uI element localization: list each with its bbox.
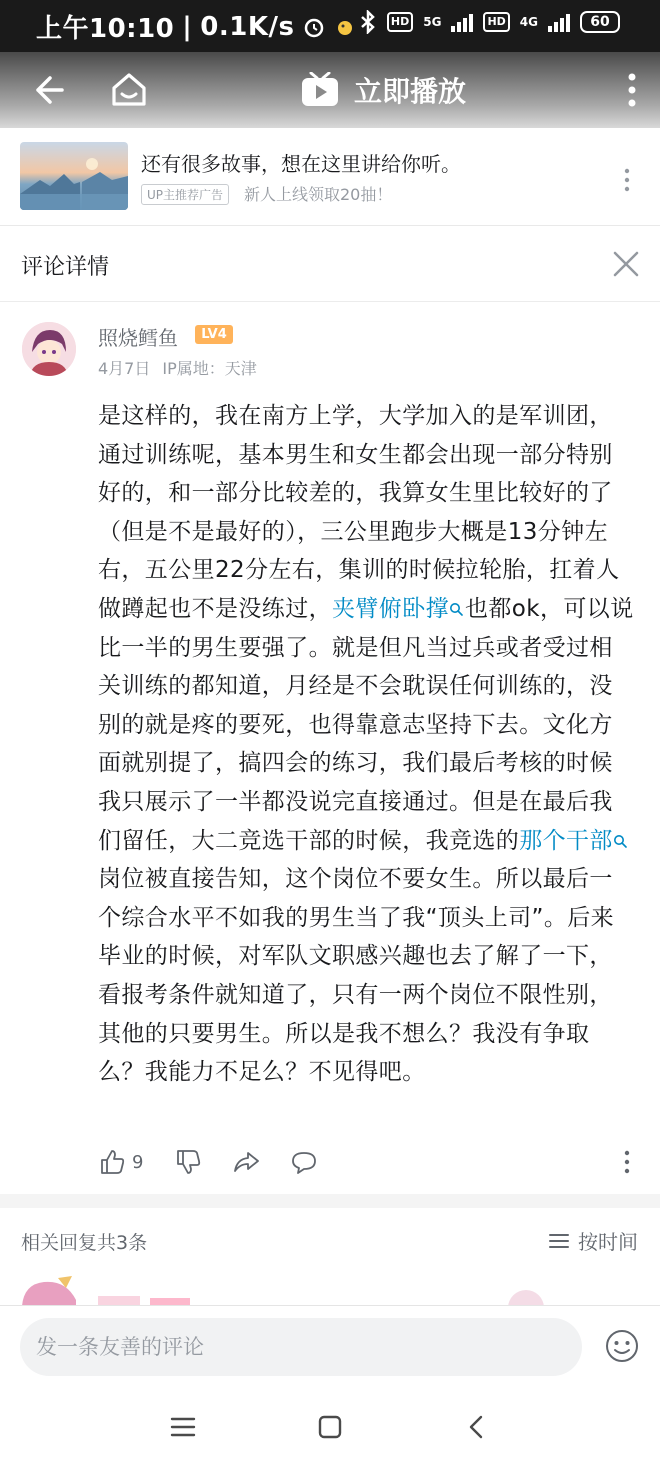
back-chevron-icon[interactable] <box>462 1413 492 1441</box>
home-square-icon[interactable] <box>315 1413 345 1441</box>
comment-username[interactable]: 照烧鳕鱼 <box>98 326 178 350</box>
sort-button[interactable] <box>548 1226 638 1255</box>
comment-meta <box>98 356 257 379</box>
section-divider <box>0 1194 660 1208</box>
signal-icon-2 <box>548 12 570 32</box>
replies-header <box>0 1208 660 1274</box>
comment-content <box>98 397 634 1092</box>
ad-thumbnail[interactable] <box>20 142 128 210</box>
signal-icon <box>451 12 473 32</box>
ad-banner[interactable] <box>0 128 660 226</box>
tv-play-icon <box>300 72 340 108</box>
thumbs-down-icon <box>174 1148 202 1176</box>
hd-badge-2: HD <box>483 12 509 32</box>
comment-actions <box>98 1146 638 1178</box>
alarm-icon <box>302 15 326 39</box>
network-type-label-2: 4G <box>519 15 538 29</box>
comment-text-part-3: 岗位被直接告知，这个岗位不要女生。所以最后一个综合水平不如我的男生当了我“顶头上司”。后来毕业的时候，对军队文职感兴趣也去了解了一下，看报考条件就知道了，只有一两个岗位不限性别，其他的只要男生。所以是我不想么？我没有争取么？我能力不足么？不见得吧。 <box>98 866 615 1086</box>
search-link-2[interactable] <box>519 828 629 854</box>
top-nav <box>0 52 660 128</box>
avatar-art <box>22 322 76 376</box>
reply-button[interactable] <box>290 1146 318 1178</box>
level-badge: LV4 <box>195 325 233 344</box>
comment-ip-location: IP属地：天津 <box>162 359 257 378</box>
emoji-icon[interactable] <box>604 1328 640 1364</box>
like-count: 9 <box>132 1151 144 1173</box>
comment-more-icon[interactable] <box>624 1150 630 1174</box>
system-nav-bar <box>0 1387 660 1467</box>
comment-bubble-icon <box>290 1148 318 1176</box>
notification-app-icon <box>334 16 356 38</box>
status-divider: | <box>182 11 193 42</box>
more-vertical-icon[interactable] <box>626 72 638 108</box>
share-icon <box>232 1148 260 1176</box>
search-link-1-label: 夹臂俯卧撑 <box>332 595 449 622</box>
sort-list-icon <box>548 1232 570 1250</box>
avatar[interactable] <box>22 322 76 376</box>
play-now-button[interactable] <box>300 70 466 110</box>
home-icon[interactable] <box>108 68 150 110</box>
search-link-1[interactable] <box>332 596 465 622</box>
like-button[interactable] <box>98 1146 143 1178</box>
comment-input[interactable] <box>20 1318 582 1376</box>
replies-count: 相关回复共3条 <box>21 1232 148 1254</box>
search-icon <box>449 602 463 616</box>
comment-input-bar <box>0 1305 660 1387</box>
comment-detail-header <box>0 226 660 302</box>
battery-icon: 60 <box>580 11 620 33</box>
reply-preview-art <box>0 1274 660 1306</box>
hd-badge: HD <box>387 12 413 32</box>
ad-title[interactable]: 还有很多故事，想在这里讲给你听。 <box>141 152 461 176</box>
close-icon[interactable] <box>612 250 640 278</box>
network-type-label: 5G <box>423 15 442 29</box>
page-title: 评论详情 <box>21 255 110 280</box>
ad-more-icon[interactable] <box>624 168 630 192</box>
comment-text-part-1: 是这样的，我在南方上学，大学加入的是军训团，通过训练呢，基本男生和女生都会出现一部分特别好的，和一部分比较差的，我算女生里比较好的了（但是不是最好的），三公里跑步大概是13分钟左右，五公里22分左右，集训的时候拉轮胎，扛着人做蹲起也不是没练过， <box>98 403 620 622</box>
ad-tag: UP主推荐广告 <box>141 184 229 205</box>
status-right <box>359 10 620 34</box>
ad-thumbnail-art <box>20 142 128 210</box>
comment-text-part-2: 也都ok，可以说比一半的男生要强了。就是但凡当过兵或者受过相关训练的都知道，月经是不会耽误任何训练的，没别的就是疼的要死，也得靠意志坚持下去。文化方面就别提了，搞四会的练习，我们最后考核的时候我只展示了一半都没说完直接通过。但是在最后我们留任，大二竞选干部的时候，我竞选的 <box>98 595 634 854</box>
reply-list-partial <box>0 1274 660 1306</box>
sort-label: 按时间 <box>578 1230 638 1254</box>
share-button[interactable] <box>232 1146 260 1178</box>
search-icon <box>613 834 627 848</box>
thumbs-up-icon <box>98 1148 126 1176</box>
ad-subtitle: 新人上线领取20抽！ <box>244 185 393 204</box>
search-link-2-label: 那个干部 <box>519 827 613 854</box>
status-bar <box>0 0 660 52</box>
play-now-label: 立即播放 <box>354 75 467 108</box>
status-speed: 0.1K/s <box>200 11 295 42</box>
status-time: 上午10:10 <box>36 14 175 44</box>
comment-date: 4月7日 <box>98 359 151 378</box>
dislike-button[interactable] <box>174 1146 202 1178</box>
bluetooth-icon <box>359 10 377 34</box>
menu-icon[interactable] <box>168 1413 198 1441</box>
back-arrow-icon[interactable] <box>28 70 68 110</box>
status-left <box>36 8 356 45</box>
